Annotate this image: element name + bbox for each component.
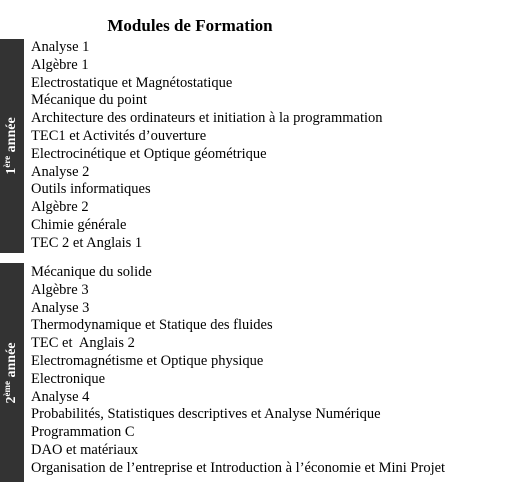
module-item: Architecture des ordinateurs et initiation à la programmation [31, 110, 383, 127]
year-label-word: année [4, 117, 19, 156]
module-list [31, 264, 445, 478]
module-item: Analyse 1 [31, 39, 90, 55]
year-label-number: 2 [4, 396, 19, 403]
year-label-word: année [4, 342, 19, 381]
module-item: Electronique [31, 370, 106, 387]
year-label [4, 117, 20, 174]
year-band [0, 263, 24, 482]
year-label-suffix: ème [2, 380, 12, 396]
module-item: Algèbre 3 [31, 281, 89, 298]
module-item: Probabilités, Statistiques descriptives et Analyse Numérique [31, 406, 381, 423]
module-item: Mécanique du solide [31, 264, 152, 280]
module-item: Analyse 4 [31, 388, 90, 405]
module-item: Chimie générale [31, 216, 127, 233]
module-item: Analyse 2 [31, 163, 90, 180]
year-band [0, 39, 24, 253]
module-item: Electrocinétique et Optique géométrique [31, 145, 267, 162]
module-item: TEC1 et Activités d’ouverture [31, 127, 207, 144]
module-item: Algèbre 1 [31, 56, 89, 73]
module-item: TEC et Anglais 2 [31, 335, 135, 352]
module-item: Thermodynamique et Statique des fluides [31, 317, 273, 334]
module-item: Algèbre 2 [31, 199, 89, 216]
module-item: TEC 2 et Anglais 1 [31, 234, 143, 251]
module-item: Outils informatiques [31, 181, 151, 198]
year-label-suffix: ère [2, 155, 12, 168]
module-item: Electromagnétisme et Optique physique [31, 352, 264, 369]
module-item: Programmation C [31, 424, 135, 441]
module-item: Organisation de l’entreprise et Introduction à l’économie et Mini Projet [31, 459, 446, 476]
module-item: Mécanique du point [31, 92, 147, 109]
year-label-number: 1 [4, 167, 19, 175]
page-title: Modules de Formation [107, 16, 273, 35]
year-section-2 [0, 263, 520, 482]
module-item: Analyse 3 [31, 299, 90, 316]
module-item: Electrostatique et Magnétostatique [31, 74, 233, 91]
module-item: DAO et matériaux [31, 441, 139, 458]
year-label [4, 342, 20, 403]
module-list [31, 39, 383, 253]
year-section-1 [0, 39, 520, 253]
